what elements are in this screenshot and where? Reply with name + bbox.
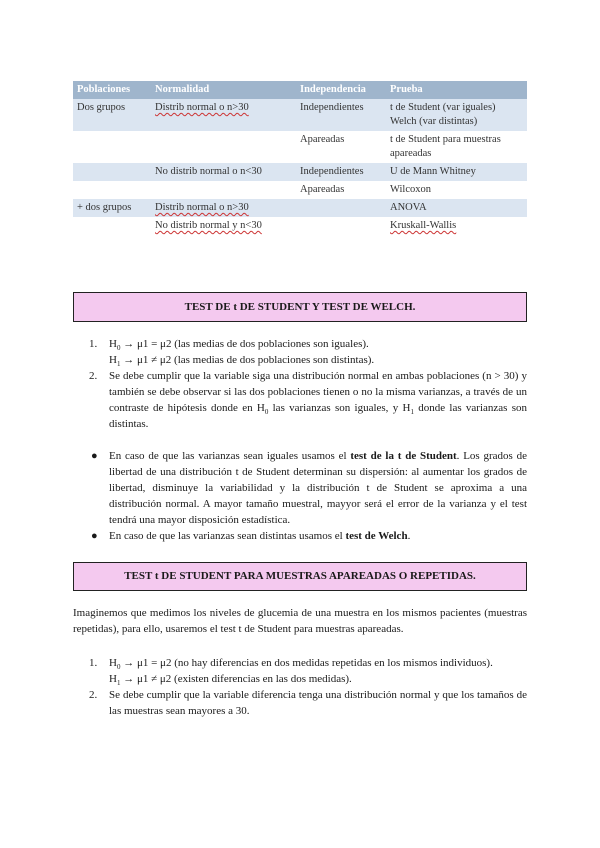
- header-prueba: Prueba: [386, 81, 527, 99]
- table-row: [73, 99, 527, 131]
- header-normalidad: Normalidad: [151, 81, 296, 99]
- table-cell: Apareadas: [300, 184, 345, 195]
- subscript: 0: [116, 344, 121, 353]
- text: En caso de que las varianzas sean distintas usamos el: [109, 530, 346, 542]
- list-text: [109, 368, 527, 432]
- table-cell: [73, 163, 151, 181]
- text: H: [109, 657, 117, 669]
- text: Se debe cumplir que la variable siga una distribución normal en ambas poblaciones (n > 30) y también se debe observar si las dos poblaciones tienen o no la misma varianzas, a través de un contraste de hipótesis donde en H: [109, 370, 527, 414]
- subscript: 0: [116, 663, 121, 672]
- text: → μ1 ≠ μ2 (las medias de dos poblaciones son distintas).: [120, 354, 375, 366]
- hypothesis-h1: [109, 352, 527, 368]
- list-item: [73, 655, 527, 687]
- subscript: 1: [410, 408, 414, 417]
- list-item: [73, 687, 527, 719]
- cell-line: t de Student (var iguales): [390, 102, 496, 113]
- table-cell: No distrib normal o n<30: [151, 163, 296, 181]
- bold-text: test de la t de Student: [350, 450, 457, 462]
- text: → μ1 = μ2 (las medias de dos poblaciones son iguales).: [120, 338, 369, 350]
- table-cell: + dos grupos: [73, 199, 151, 217]
- table-cell: [73, 131, 151, 163]
- list-number: 1.: [89, 657, 98, 669]
- subscript: 1: [116, 679, 121, 688]
- section2-intro: Imaginemos que medimos los niveles de glucemia de una muestra en los mismos pacientes (muestras repetidas), para ello, usaremos el test t de Student para muestras apareadas.: [73, 607, 527, 635]
- bullet-icon: ●: [91, 530, 98, 542]
- table-cell: Independientes: [296, 99, 386, 131]
- section1-content: [73, 336, 527, 544]
- cell-line: Welch (var distintas): [390, 116, 478, 127]
- section2-content: [73, 655, 527, 719]
- cell-text: Distrib normal o n>30: [155, 202, 249, 213]
- subscript: 0: [264, 408, 269, 417]
- table-cell: [386, 131, 527, 163]
- table-cell: [296, 217, 386, 235]
- text: En caso de que las varianzas sean iguales usamos el: [109, 450, 351, 462]
- text: donde las varianzas son distintas.: [109, 402, 527, 430]
- section-title-student-welch: TEST DE t DE STUDENT Y TEST DE WELCH.: [73, 292, 527, 322]
- statistical-tests-table: [73, 81, 527, 235]
- text: .: [407, 530, 411, 542]
- table-row: [73, 163, 527, 181]
- table-cell: Apareadas: [300, 134, 345, 145]
- table-header-row: [73, 81, 527, 99]
- list-text: Se debe cumplir que la variable diferencia tenga una distribución normal y que los tamaños de las muestras sean mayores a 30.: [109, 689, 527, 717]
- table-cell: [386, 217, 527, 235]
- list-number: 2.: [89, 370, 98, 382]
- header-independencia: Independencia: [296, 81, 386, 99]
- table-cell: [151, 131, 296, 163]
- table-cell: U de Mann Whitney: [386, 163, 527, 181]
- list-text: [109, 448, 527, 528]
- list-text: [109, 528, 527, 544]
- table-cell: [386, 99, 527, 131]
- text: H: [109, 673, 117, 685]
- table-row: [73, 181, 527, 199]
- cell-text: Kruskall-Wallis: [390, 220, 457, 231]
- table-cell: ANOVA: [386, 199, 527, 217]
- text: las varianzas son iguales, y H: [268, 402, 411, 414]
- hypothesis-h0: [109, 336, 527, 352]
- list-item: [73, 336, 527, 368]
- list-number: 2.: [89, 689, 98, 701]
- table-cell: [151, 217, 296, 235]
- table-cell: [73, 181, 151, 199]
- cell-line: t de Student para muestras: [390, 134, 501, 145]
- bold-text: test de Welch: [345, 530, 408, 542]
- table-row: [73, 217, 527, 235]
- table-cell: [151, 181, 296, 199]
- hypothesis-h1: [109, 671, 527, 687]
- bullet-item: [73, 448, 527, 528]
- section-title-paired-samples: TEST t DE STUDENT PARA MUESTRAS APAREADAS O REPETIDAS.: [73, 562, 527, 591]
- table-cell: [73, 217, 151, 235]
- hypothesis-h0: [109, 655, 527, 671]
- table-row: [73, 199, 527, 217]
- list-number: 1.: [89, 338, 98, 350]
- table-cell: [296, 199, 386, 217]
- list-item: [73, 368, 527, 432]
- cell-text: Distrib normal o n>30: [155, 102, 249, 113]
- subscript: 1: [116, 360, 121, 369]
- table-cell: Wilcoxon: [390, 184, 431, 195]
- bullet-item: [73, 528, 527, 544]
- table-cell: [151, 199, 296, 217]
- text: H: [109, 338, 117, 350]
- bullet-icon: ●: [91, 450, 98, 462]
- table-cell: Independientes: [296, 163, 386, 181]
- text: . Los grados de libertad de una distribución t de Student determinan su dispersión: al aumentar los grados de libertad, disminuye la variabilidad y la distribución t de Student se aproxima a una distribución normal. A mayor tamaño muestral, mayyor será el error de la varianza y el test tendrá una mayor disposición estadística.: [109, 450, 528, 526]
- text: → μ1 ≠ μ2 (existen diferencias en las dos medidas).: [120, 673, 352, 685]
- table-cell: Dos grupos: [73, 99, 151, 131]
- table-row: [73, 131, 527, 163]
- cell-line: apareadas: [390, 148, 432, 159]
- header-poblaciones: Poblaciones: [73, 81, 151, 99]
- table-cell: [151, 99, 296, 131]
- cell-text: No distrib normal y n<30: [155, 220, 262, 231]
- text: H: [109, 354, 117, 366]
- text: → μ1 = μ2 (no hay diferencias en dos medidas repetidas en los mismos individuos).: [120, 657, 493, 669]
